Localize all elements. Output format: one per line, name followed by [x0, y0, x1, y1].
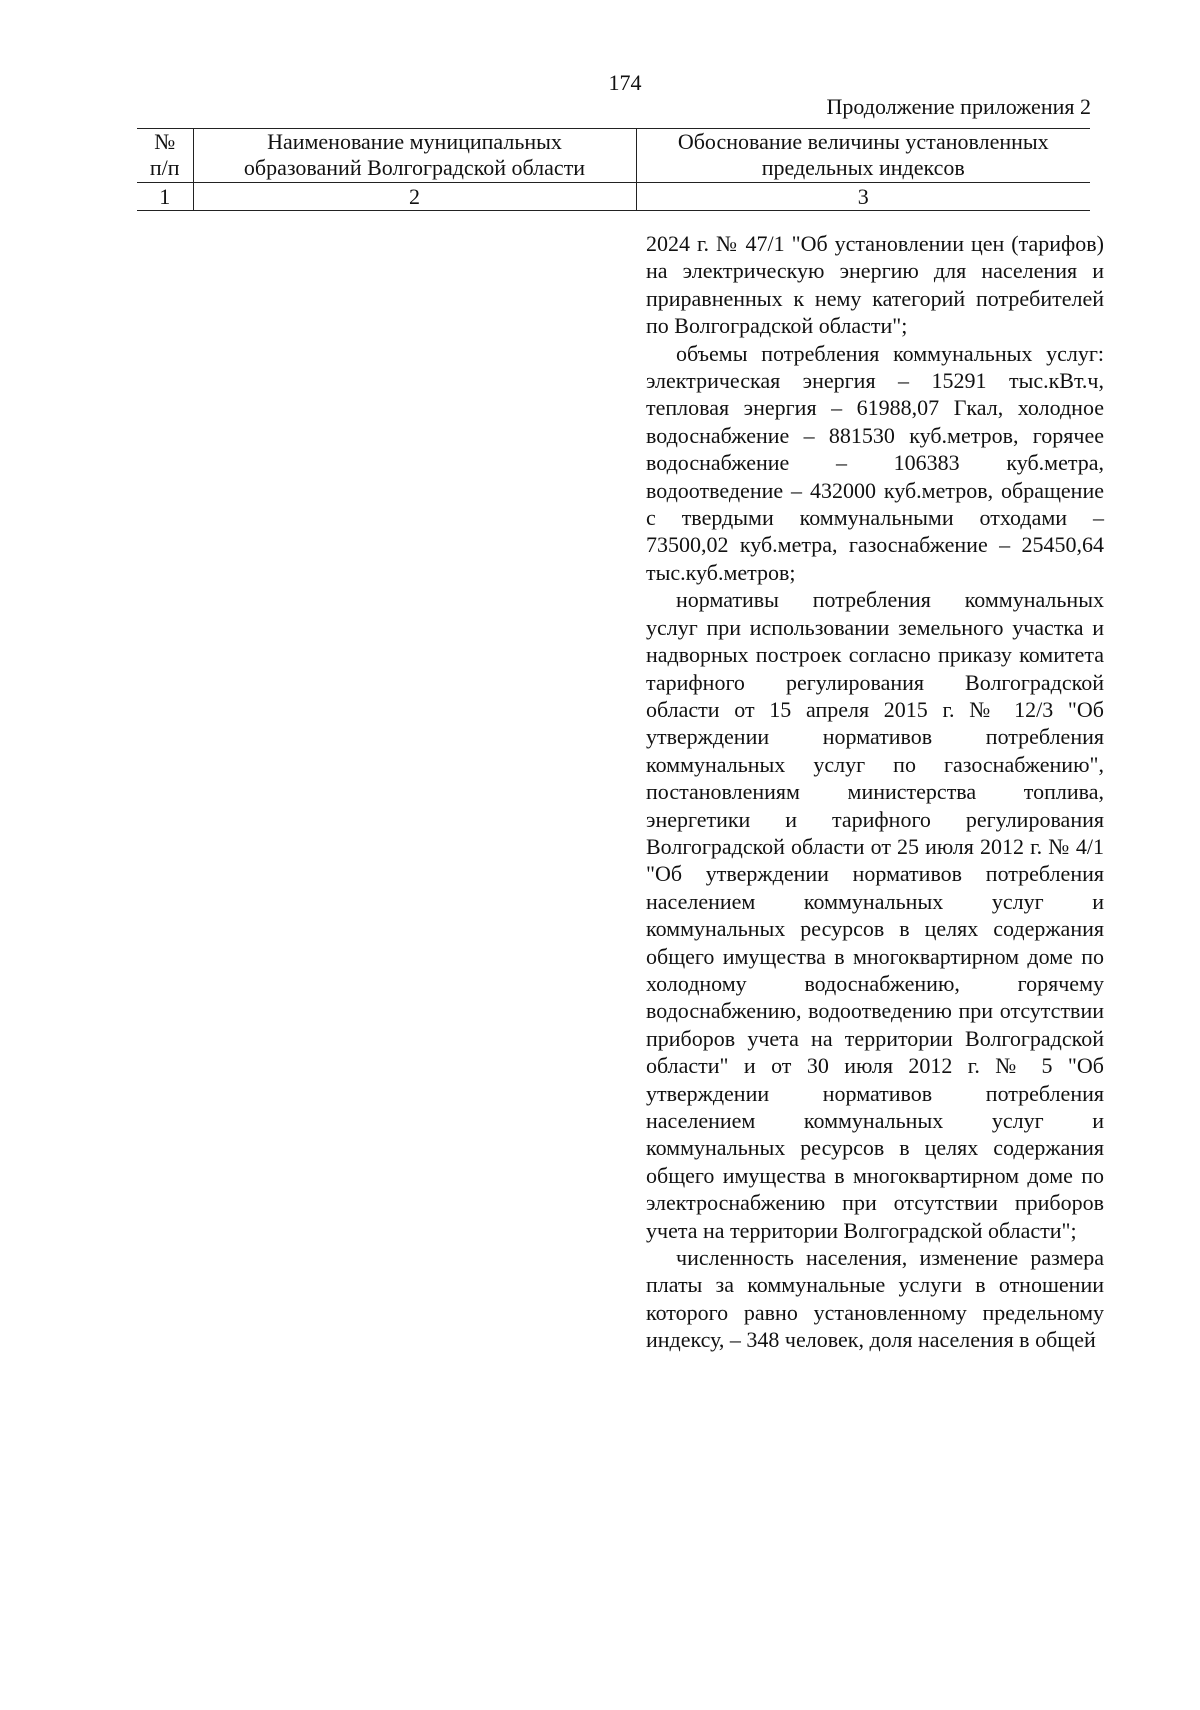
column-header-municipality-line: Наименование муниципальных [267, 129, 562, 154]
header-row [137, 129, 1090, 183]
page-number: 174 [608, 70, 642, 95]
justification-text [646, 230, 1104, 1354]
paragraph: нормативы потребления коммунальных услуг при использовании земельного участка и надворных построек согласно приказу комитета тарифного регулирования Волгоградской области от 15 апреля 2015 г. № 12/3 "Об утверждении нормативов потребления коммунальных услуг по газоснабжению", постановлениям министерства топлива, энергетики и тарифного регулирования Волгоградской области от 25 июля 2012 г. № 4/1 "Об утверждении нормативов потребления населением коммунальных услуг и коммунальных ресурсов в целях содержания общего имущества в многоквартирном доме по холодному водоснабжению, горячему водоснабжению, водоотведению при отсутствии приборов учета на территории Волгоградской области" и от 30 июля 2012 г. № 5 "Об утверждении нормативов потребления населением коммунальных услуг и коммунальных ресурсов в целях содержания общего имущества в многоквартирном доме по электроснабжению при отсутствии приборов учета на территории Волгоградской области"; [646, 587, 1104, 1243]
column-header-number [137, 129, 193, 183]
header-table [137, 128, 1090, 211]
paragraph: 2024 г. № 47/1 "Об установлении цен (тарифов) на электрическую энергию для населения и приравненных к нему категорий потребителей по Волгоградской области"; [646, 231, 1104, 339]
column-header-municipality-line: образований Волгоградской области [243, 155, 586, 180]
paragraph: объемы потребления коммунальных услуг: электрическая энергия – 15291 тыс.кВт.ч, тепловая энергия – 61988,07 Гкал, холодное водоснабжение – 881530 куб.метров, горячее водоснабжение – 106383 куб.метра, водоотведение – 432000 куб.метров, обращение с твердыми коммунальными отходами – 73500,02 куб.метра, газоснабжение – 25450,64 тыс.куб.метров; [646, 340, 1104, 585]
column-header-justification-line: Обоснование величины установленных [677, 129, 1049, 154]
column-header-number-line: № [154, 129, 176, 154]
column-header-number-line: п/п [149, 155, 180, 180]
column-number-cell: 1 [137, 183, 193, 211]
column-header-municipality [193, 129, 636, 183]
column-number-row [137, 183, 1090, 211]
column-header-justification [636, 129, 1090, 183]
column-number-cell: 2 [193, 183, 636, 211]
column-header-justification-line: предельных индексов [761, 155, 965, 180]
column-number-cell: 3 [636, 183, 1090, 211]
paragraph: численность населения, изменение размера платы за коммунальные услуги в отношении которого равно установленному предельному индексу, – 348 человек, доля населения в общей [646, 1245, 1104, 1353]
appendix-continuation-note: Продолжение приложения 2 [826, 94, 1091, 119]
